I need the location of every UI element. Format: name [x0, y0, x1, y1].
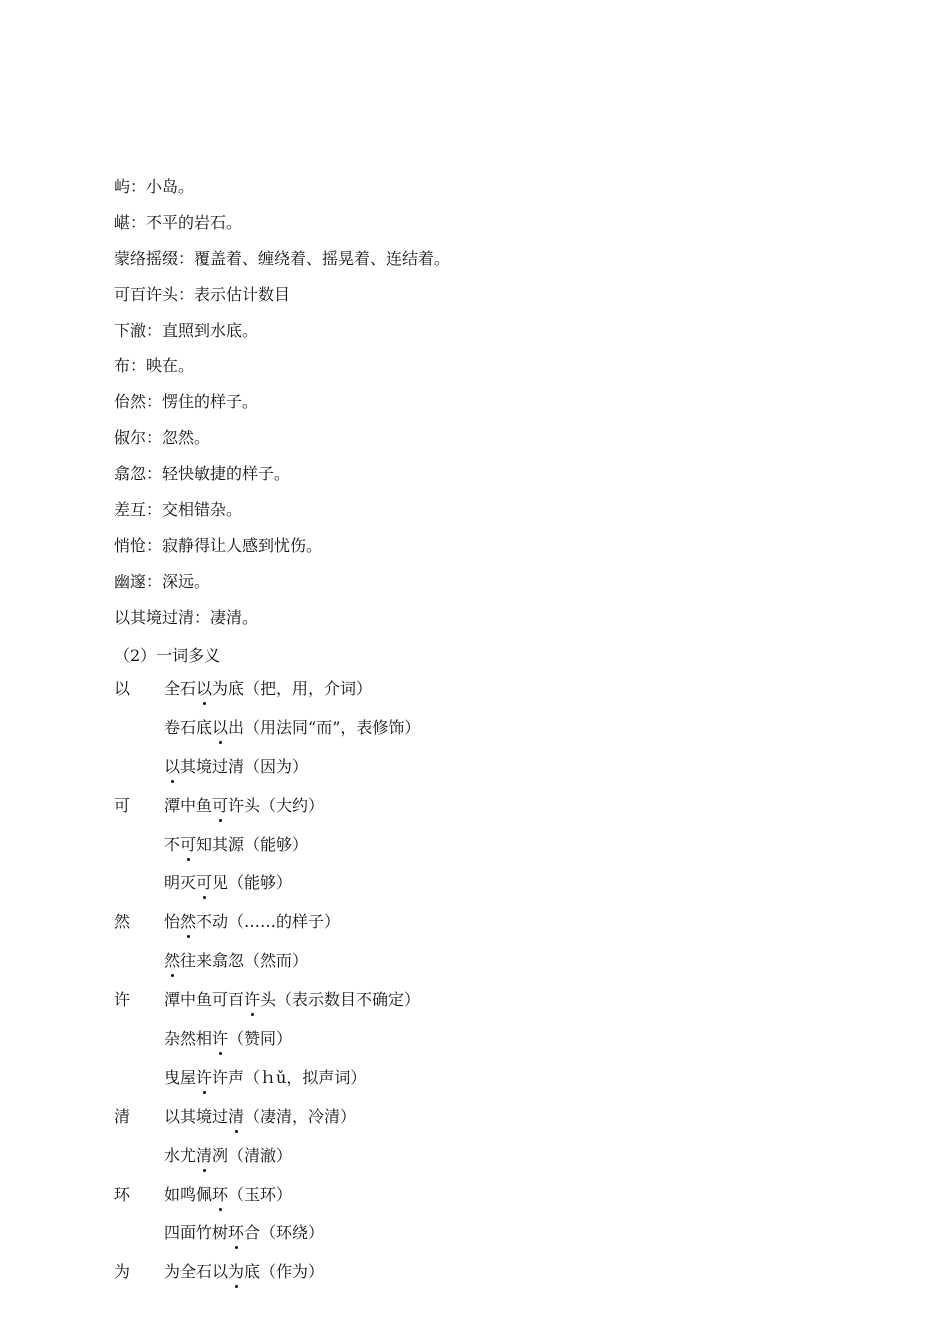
emphasis-dot-char: 以	[212, 717, 229, 737]
polysemy-example	[164, 1261, 324, 1283]
definition-line: 屿：小岛。	[114, 177, 195, 196]
example-text: 冽（清澈）	[212, 1145, 293, 1165]
definition-line: 可百许头：表示估计数目	[114, 284, 291, 304]
example-text: 全石	[164, 679, 197, 698]
example-text: 头（表示数目不确定）	[260, 990, 421, 1010]
example-text: 不	[164, 834, 181, 854]
example-text: 明灭	[164, 873, 197, 893]
emphasis-dot-char: 清	[196, 1145, 213, 1165]
polysemy-char: 许	[114, 990, 131, 1010]
emphasis-dot-char: 然	[164, 951, 181, 971]
polysemy-example	[164, 1106, 356, 1128]
emphasis-dot-char: 以	[196, 679, 213, 698]
polysemy-example	[164, 1145, 292, 1167]
example-text: 合（环绕）	[244, 1223, 325, 1243]
example-text: 许声（ｈǔ，拟声词）	[212, 1067, 367, 1087]
example-text: 见（能够）	[212, 873, 293, 893]
emphasis-dot-char: 为	[228, 1262, 245, 1282]
example-text: 以其境过	[164, 1106, 229, 1126]
example-text: 其境过清（因为）	[180, 756, 309, 776]
polysemy-example	[164, 795, 324, 817]
polysemy-example	[164, 1028, 292, 1050]
example-text: 如鸣佩	[164, 1184, 213, 1204]
emphasis-dot-char: 可	[212, 795, 229, 815]
polysemy-example	[164, 872, 292, 894]
definition-line: 嵁：不平的岩石。	[114, 212, 243, 232]
polysemy-example	[164, 756, 308, 778]
example-text: 出（用法同“而”，表修饰）	[228, 717, 421, 737]
emphasis-dot-char: 可	[180, 834, 197, 854]
example-text: （赞同）	[228, 1029, 293, 1049]
example-text: 为全石以	[164, 1262, 229, 1282]
polysemy-example	[164, 1222, 324, 1244]
example-text: （凄清，冷清）	[244, 1106, 357, 1126]
definition-line: 幽邃：深远。	[114, 571, 211, 591]
emphasis-dot-char: 环	[228, 1223, 245, 1243]
definition-line: 佁然：愣住的样子。	[114, 392, 259, 412]
example-text: 为底（把，用，介词）	[212, 679, 373, 698]
polysemy-example	[164, 834, 308, 856]
polysemy-char: 以	[114, 679, 131, 698]
example-text: 潭中鱼	[164, 795, 213, 815]
example-text: 四面竹树	[164, 1223, 229, 1243]
emphasis-dot-char: 然	[180, 912, 197, 932]
polysemy-char: 可	[114, 795, 131, 815]
emphasis-dot-char: 以	[164, 756, 181, 776]
emphasis-dot-char: 许	[196, 1067, 213, 1087]
example-text: （玉环）	[228, 1184, 293, 1204]
polysemy-example	[164, 1067, 366, 1089]
emphasis-dot-char: 许	[244, 990, 261, 1010]
definition-line: 差互：交相错杂。	[114, 500, 243, 520]
example-text: 往来翕忽（然而）	[180, 951, 309, 971]
example-text: 曳屋	[164, 1067, 197, 1087]
example-text: 杂然相	[164, 1029, 213, 1049]
definition-line: 翕忽：轻快敏捷的样子。	[114, 464, 291, 484]
example-text: 水尤	[164, 1145, 197, 1165]
polysemy-example	[164, 1184, 292, 1206]
definition-line: 布：映在。	[114, 356, 195, 376]
example-text: 许头（大约）	[228, 795, 325, 815]
polysemy-char: 然	[114, 912, 131, 932]
definition-line: 下澈：直照到水底。	[114, 320, 259, 340]
example-text: 潭中鱼可百	[164, 990, 245, 1010]
example-text: 不动（……的样子）	[196, 912, 341, 932]
emphasis-dot-char: 清	[228, 1106, 245, 1126]
definition-line: 以其境过清：凄清。	[114, 607, 259, 627]
polysemy-example	[164, 717, 420, 739]
polysemy-example	[164, 911, 340, 933]
polysemy-example	[164, 989, 420, 1011]
definition-line: 蒙络摇缀：覆盖着、缠绕着、摇晃着、连结着。	[114, 248, 451, 268]
example-text: 卷石底	[164, 717, 213, 737]
definition-list	[114, 176, 450, 643]
emphasis-dot-char: 许	[212, 1029, 229, 1049]
example-text: 怡	[164, 912, 181, 932]
definition-line: 俶尔：忽然。	[114, 428, 211, 448]
polysemy-example	[164, 678, 372, 700]
polysemy-char: 为	[114, 1262, 131, 1282]
example-text: 知其源（能够）	[196, 834, 309, 854]
definition-line: 悄怆：寂静得让人感到忧伤。	[114, 535, 323, 555]
example-text: 底（作为）	[244, 1262, 325, 1282]
emphasis-dot-char: 可	[196, 873, 213, 893]
polysemy-char: 环	[114, 1184, 131, 1204]
polysemy-char: 清	[114, 1106, 131, 1126]
emphasis-dot-char: 环	[212, 1184, 229, 1204]
section-title: （2）一词多义	[114, 646, 221, 665]
polysemy-example	[164, 950, 308, 972]
